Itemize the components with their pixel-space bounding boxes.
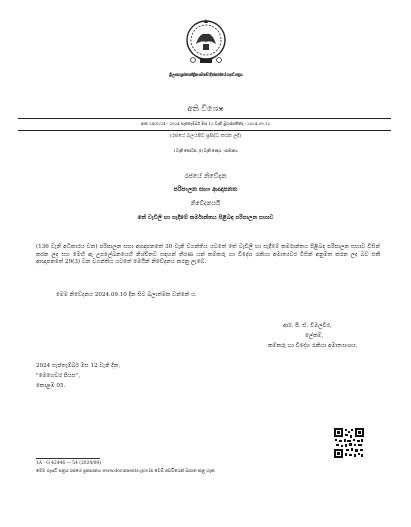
footer-divider bbox=[36, 458, 100, 459]
sri-lanka-emblem-icon bbox=[182, 14, 230, 70]
part-heading: I වැනි කොටස: (I) වැනි ඡෙදය - සාමාන්‍ය bbox=[173, 148, 238, 153]
signatory-title: ලේකම්, bbox=[305, 333, 324, 339]
sign-date: 2024 සැප්තැම්බර් මස 12 වැනි දින, bbox=[36, 363, 121, 369]
sign-city: කොළඹ 05. bbox=[36, 383, 66, 389]
signatory-name: ආර්. පී. ඒ. විමලවීර, bbox=[283, 323, 332, 329]
body-paragraph: (136 වැනි අධිකාරය වන) පරිපාලන සභා ආඥාපනතේ 30 වැනි වගන්තිය යටතේ තේ වැවිලි හා සැදීමේ කර්මාන්තය පිළිබඳ පරිපාලන සභාව විසින් කරන ලද සහ මෙහි ඇ උපලේඛනයෙහි නිශ්චිතව සඳහන් තීරණ යන් කම්කරු හා විදේශ රැකියා අමාත්‍යවර විසින් අනුමත කරන ලද බව එකී ආඥාපනතේ 29(3) වන වගන්තිය යටතේ මෙයින් නිවේදනය කරනු ලැබේ. bbox=[36, 244, 380, 266]
issue-divider bbox=[18, 130, 391, 131]
edition-label: අති විශෙෂ bbox=[187, 104, 224, 113]
footer-web-note: මෙම ගැසට් පත්‍රය රජයේ ප්‍රකාශනය www.documents.gov.lk වෙබ් අඩවියෙන් බාගත කළ හැක bbox=[36, 469, 215, 474]
government-notifications-heading: රජයේ නිවේදන bbox=[184, 172, 227, 180]
gazette-title: ශ්‍රී ලංකා ප්‍රජාතාන්ත්‍රික සමාජවාදී ජනරජයේ ගැසට් පත්‍රය bbox=[168, 72, 243, 77]
sign-building: "මෙහෙවර පියස", bbox=[36, 373, 80, 379]
subject-heading: තේ වැවිලි හා සැදීමේ කර්මාන්තය පිළිබඳ පරිපාලන සභාව bbox=[137, 215, 274, 221]
effective-date-line: මෙම නිවේදනය 2024.09.10 දින සිට බලාත්මක වන්නේ ය. bbox=[56, 292, 197, 298]
footer-code: 1A - G 42446 — 54 (2024/09) bbox=[36, 461, 101, 466]
department-heading: පරිපාලන සභා ආඥාපනත bbox=[173, 186, 238, 193]
qr-code-icon bbox=[334, 428, 364, 458]
authority-note: (රජයේ බලයපිට ප්‍රසිද්ධ කරන ලදී) bbox=[169, 133, 242, 139]
issue-line: අංක 2401/24 - 2024 සැප්තැම්බර් මස 12 වැනි බ්‍රහස්පතින්දා - 2024.09.12 bbox=[140, 121, 270, 126]
notification-heading: නිවේදනයයි bbox=[190, 200, 221, 207]
signatory-ministry: කම්කරු හා විදේශ රැකියා අමාත්‍යාංශය. bbox=[268, 343, 358, 349]
top-divider bbox=[18, 118, 391, 119]
